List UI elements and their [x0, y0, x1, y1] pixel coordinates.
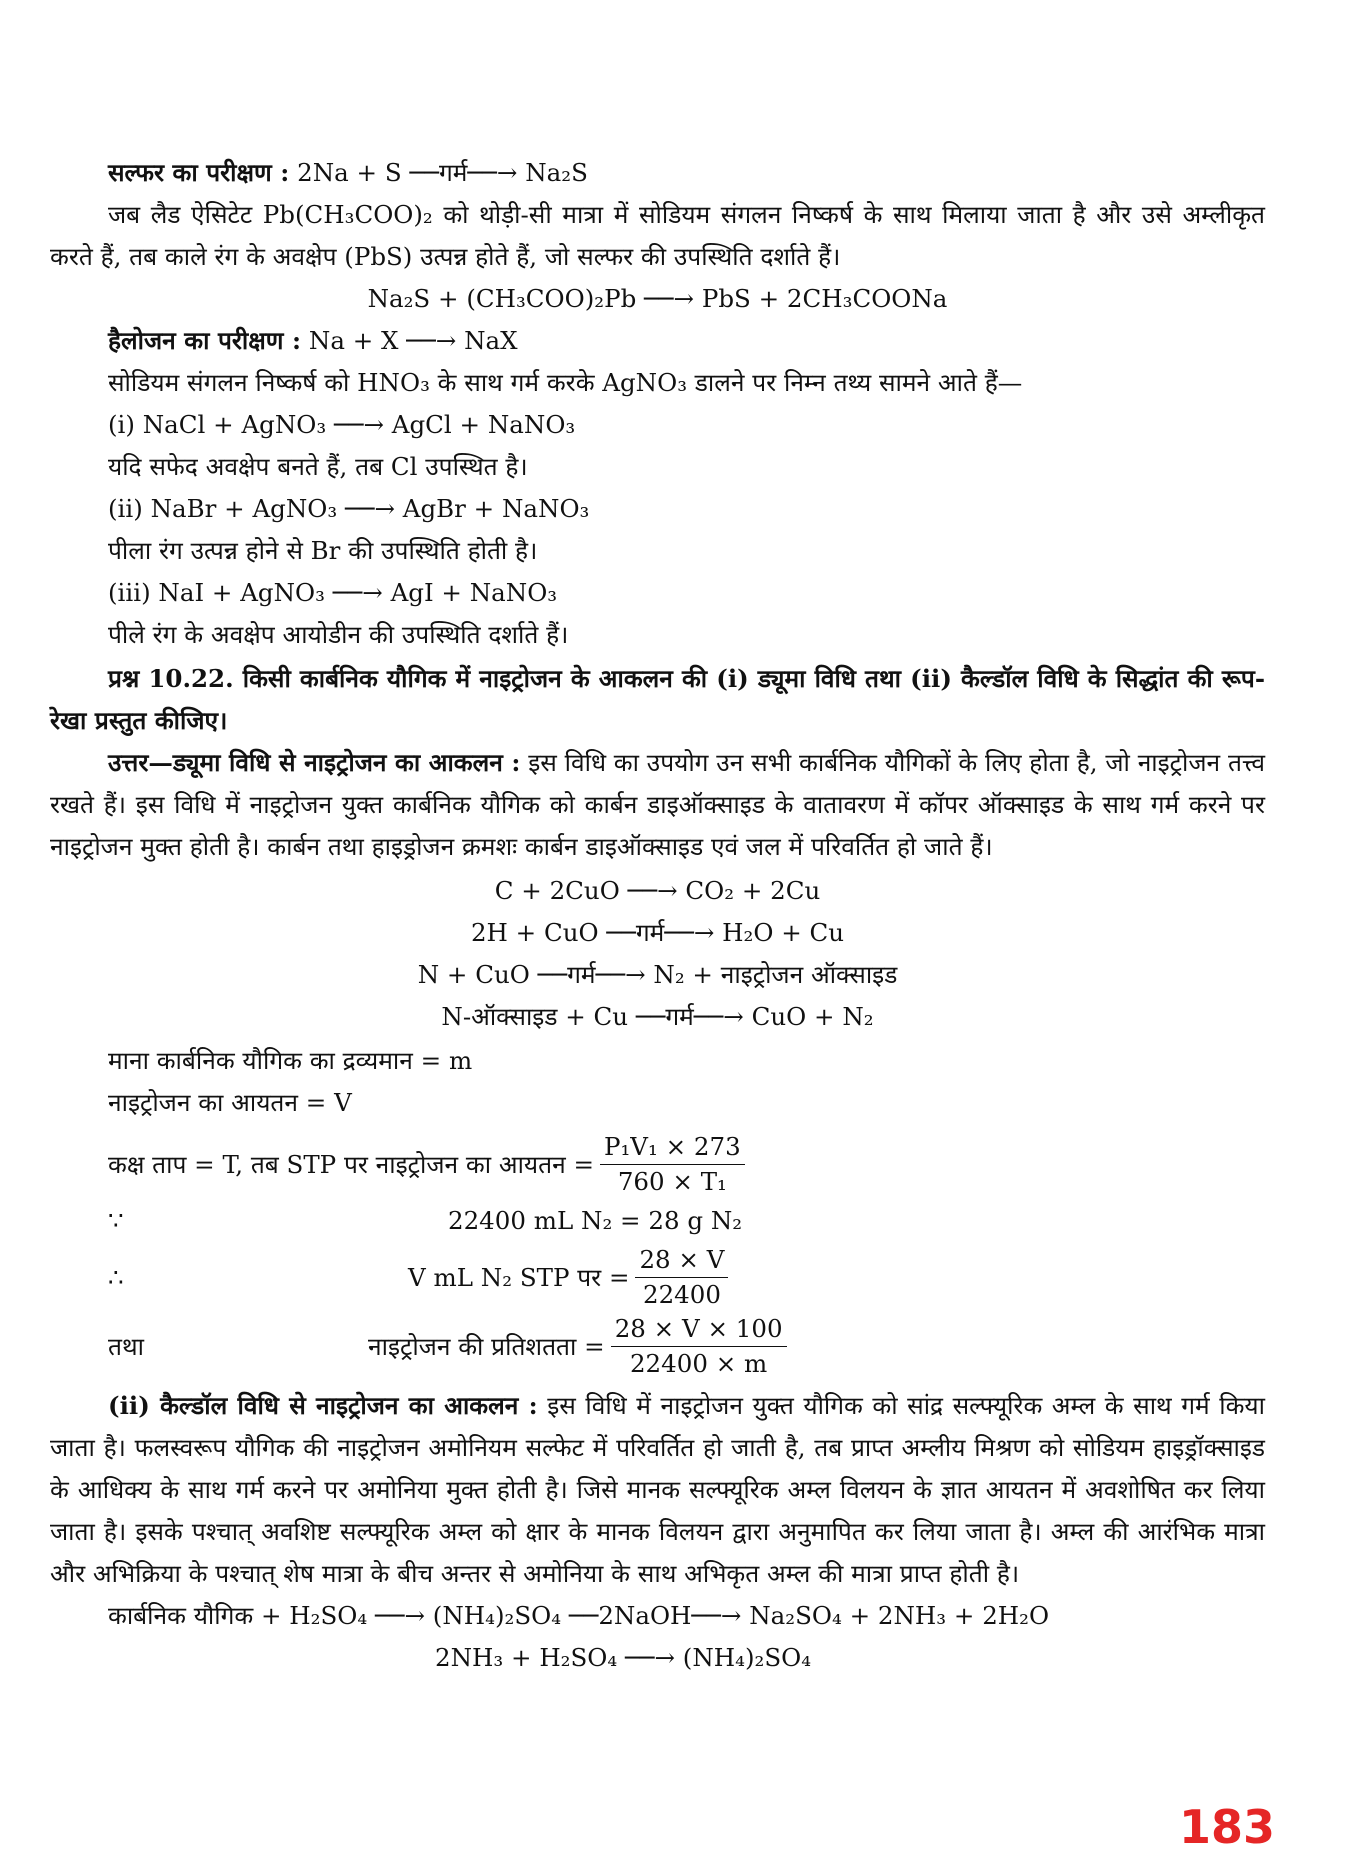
percent-denominator: 22400 × m [629, 1349, 768, 1378]
halogen-test-heading: हैलोजन का परीक्षण : [108, 326, 302, 355]
sulfur-test-heading: सल्फर का परीक्षण : [108, 158, 290, 187]
dumas-equation-2: 2H + CuO ──गर्म──→ H₂O + Cu [470, 918, 845, 947]
mass-line: माना कार्बनिक यौगिक का द्रव्यमान = m [108, 1046, 473, 1075]
dumas-equations [50, 870, 1265, 1038]
kjeldahl-text: इस विधि में नाइट्रोजन युक्त यौगिक को सांद्र सल्फ्यूरिक अम्ल के साथ गर्म किया जाता है। फलस्वरूप यौगिक की नाइट्रोजन अमोनियम सल्फेट में परिवर्तित हो जाती है, तब प्राप्त अम्लीय मिश्रण को सोडियम हाइड्रॉक्साइड के आधिक्य के साथ गर्म करने पर अमोनिया मुक्त होती है। जिसे मानक सल्फ्यूरिक अम्ल विलयन के ज्ञात आयतन में अवशोषित कर लिया जाता है। इसके पश्चात् अवशिष्ट सल्फ्यूरिक अम्ल को क्षार के मानक विलयन द्वारा अनुमापित कर लिया जाता है। अम्ल की आरंभिक मात्रा और अभिक्रिया के पश्चात् शेष मात्रा के बीच अन्तर से अमोनिया के साथ अभिकृत अम्ल की मात्रा प्राप्त होती है। [50, 1391, 1265, 1588]
stp-denominator: 760 × T₁ [617, 1167, 727, 1196]
sulfur-test-line [108, 152, 1265, 194]
therefore-label: V mL N₂ STP पर = [408, 1262, 630, 1292]
therefore-symbol: ∴ [108, 1262, 124, 1292]
halogen-test-equation: Na + X ──→ NaX [308, 326, 518, 355]
question-heading: प्रश्न 10.22. किसी कार्बनिक यौगिक में नाइट्रोजन के आकलन की (i) ड्यूमा विधि तथा (ii) कैल्डॉल विधि के सिद्धांत की रूप-रेखा प्रस्तुत कीजिए। [50, 664, 1265, 735]
kjeldahl-equation-2: 2NH₃ + H₂SO₄ ──→ (NH₄)₂SO₄ [435, 1643, 812, 1672]
therefore-fraction [635, 1243, 728, 1312]
halogen-item-2-eq: (ii) NaBr + AgNO₃ ──→ AgBr + NaNO₃ [108, 494, 590, 523]
percentage-line [108, 1312, 1265, 1381]
dumas-equation-4: N-ऑक्साइड + Cu ──गर्म──→ CuO + N₂ [441, 1002, 874, 1031]
volume-line: नाइट्रोजन का आयतन = V [108, 1088, 352, 1117]
stp-numerator: P₁V₁ × 273 [600, 1130, 745, 1165]
page-content [50, 152, 1265, 1679]
sulfur-reaction: Na₂S + (CH₃COO)₂Pb ──→ PbS + 2CH₃COONa [367, 284, 948, 313]
kjeldahl-paragraph [50, 1385, 1265, 1595]
page-number: 183 [1178, 1800, 1275, 1854]
stp-fraction [600, 1130, 745, 1199]
dumas-heading: उत्तर—ड्यूमा विधि से नाइट्रोजन का आकलन : [108, 748, 521, 777]
halogen-item-1-note: यदि सफेद अवक्षेप बनते हैं, तब Cl उपस्थित है। [108, 452, 528, 481]
halogen-item-1-eq: (i) NaCl + AgNO₃ ──→ AgCl + NaNO₃ [108, 410, 576, 439]
dumas-paragraph [50, 742, 1265, 868]
therefore-denominator: 22400 [642, 1280, 721, 1309]
sulfur-test-paragraph: जब लैड ऐसिटेट Pb(CH₃COO)₂ को थोड़ी-सी मात्रा में सोडियम संगलन निष्कर्ष के साथ मिलाया जाता है और उसे अम्लीकृत करते हैं, तब काले रंग के अवक्षेप (PbS) उत्पन्न होते हैं, जो सल्फर की उपस्थिति दर्शाते हैं। [50, 200, 1265, 271]
sulfur-test-equation: 2Na + S ──गर्म──→ Na₂S [297, 158, 588, 187]
calculation-block [50, 1130, 1265, 1381]
kjeldahl-equation-1: कार्बनिक यौगिक + H₂SO₄ ──→ (NH₄)₂SO₄ ──2NaOH──→ Na₂SO₄ + 2NH₃ + 2H₂O [108, 1601, 1050, 1630]
stp-volume-line [108, 1130, 1265, 1199]
percent-numerator: 28 × V × 100 [611, 1312, 787, 1347]
therefore-numerator: 28 × V [635, 1243, 728, 1278]
since-text: 22400 mL N₂ = 28 g N₂ [448, 1206, 743, 1235]
halogen-test-line [108, 320, 1265, 362]
halogen-item-2-note: पीला रंग उत्पन्न होने से Br की उपस्थिति होती है। [108, 536, 538, 565]
halogen-item-3-eq: (iii) NaI + AgNO₃ ──→ AgI + NaNO₃ [108, 578, 558, 607]
and-label: तथा [108, 1331, 144, 1361]
halogen-item-3-note: पीले रंग के अवक्षेप आयोडीन की उपस्थिति दर्शाते हैं। [108, 620, 569, 649]
stp-label: कक्ष ताप = T, तब STP पर नाइट्रोजन का आयतन = [108, 1149, 594, 1179]
therefore-line [108, 1243, 1265, 1312]
dumas-equation-3: N + CuO ──गर्म──→ N₂ + नाइट्रोजन ऑक्साइड [417, 960, 898, 989]
since-symbol: ∵ [108, 1206, 124, 1235]
percent-fraction [611, 1312, 787, 1381]
halogen-intro: सोडियम संगलन निष्कर्ष को HNO₃ के साथ गर्म करके AgNO₃ डालने पर निम्न तथ्य सामने आते हैं— [108, 368, 1023, 397]
since-line [108, 1199, 1265, 1243]
dumas-equation-1: C + 2CuO ──→ CO₂ + 2Cu [494, 876, 821, 905]
dumas-text: इस विधि का उपयोग उन सभी कार्बनिक यौगिकों के लिए होता है, जो नाइट्रोजन तत्त्व रखते हैं। इस विधि में नाइट्रोजन युक्त कार्बनिक यौगिक को कार्बन डाइऑक्साइड के वातावरण में कॉपर ऑक्साइड के साथ गर्म करने पर नाइट्रोजन मुक्त होती है। कार्बन तथा हाइड्रोजन क्रमशः कार्बन डाइऑक्साइड एवं जल में परिवर्तित हो जाते हैं। [50, 748, 1265, 861]
kjeldahl-heading: (ii) कैल्डॉल विधि से नाइट्रोजन का आकलन : [108, 1391, 538, 1420]
percent-label: नाइट्रोजन की प्रतिशतता = [368, 1331, 605, 1361]
